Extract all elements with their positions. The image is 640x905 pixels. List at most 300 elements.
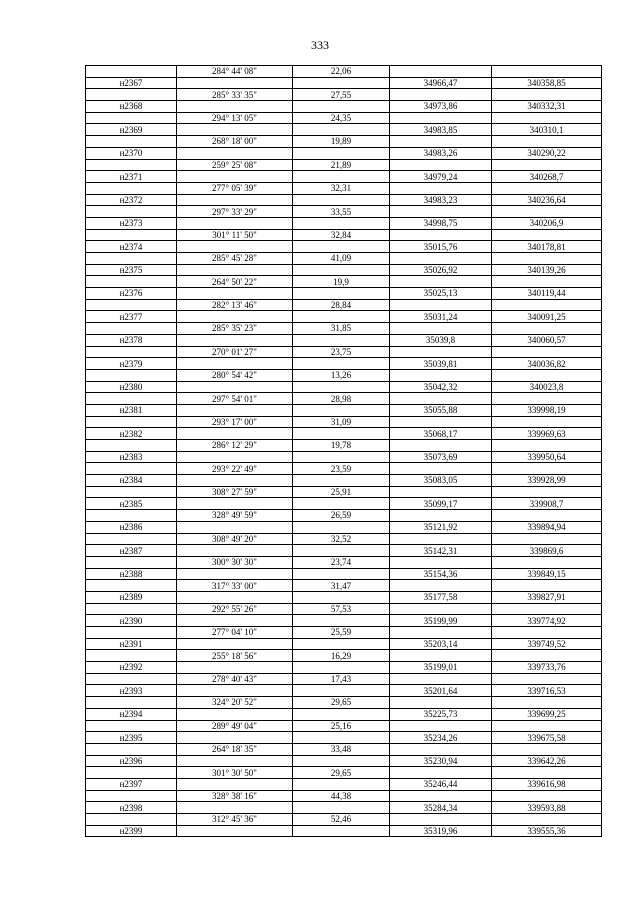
empty-cell	[86, 182, 177, 194]
empty-cell	[177, 708, 293, 720]
empty-cell	[492, 159, 602, 171]
empty-cell	[177, 545, 293, 557]
direction-angle-cell: 301° 30' 50"	[177, 767, 293, 779]
point-row	[86, 404, 602, 416]
edge-row	[86, 486, 602, 498]
empty-cell	[492, 463, 602, 475]
length-cell: 22,06	[293, 66, 390, 78]
length-cell: 31,09	[293, 416, 390, 428]
edge-row	[86, 603, 602, 615]
x-coordinate-cell: 34983,85	[390, 124, 492, 136]
point-id-cell: н2395	[86, 732, 177, 744]
empty-cell	[390, 697, 492, 709]
y-coordinate-cell: 339716,53	[492, 685, 602, 697]
edge-row	[86, 650, 602, 662]
direction-angle-cell: 328° 38' 16"	[177, 790, 293, 802]
x-coordinate-cell: 34983,26	[390, 147, 492, 159]
empty-cell	[390, 814, 492, 826]
length-cell: 24,35	[293, 112, 390, 124]
length-cell: 13,26	[293, 369, 390, 381]
point-row	[86, 171, 602, 183]
empty-cell	[390, 346, 492, 358]
edge-row	[86, 556, 602, 568]
direction-angle-cell: 293° 17' 00"	[177, 416, 293, 428]
direction-angle-cell: 284° 44' 08"	[177, 66, 293, 78]
length-cell: 41,09	[293, 253, 390, 265]
empty-cell	[293, 311, 390, 323]
empty-cell	[492, 369, 602, 381]
empty-cell	[293, 77, 390, 89]
point-id-cell: н2380	[86, 381, 177, 393]
direction-angle-cell: 317° 33' 00"	[177, 580, 293, 592]
coordinates-table	[85, 65, 602, 837]
x-coordinate-cell: 35055,88	[390, 404, 492, 416]
x-coordinate-cell: 35199,99	[390, 615, 492, 627]
point-row	[86, 77, 602, 89]
direction-angle-cell: 285° 45' 28"	[177, 253, 293, 265]
length-cell: 21,89	[293, 159, 390, 171]
point-row	[86, 451, 602, 463]
empty-cell	[293, 404, 390, 416]
empty-cell	[492, 673, 602, 685]
edge-row	[86, 673, 602, 685]
direction-angle-cell: 259° 25' 08"	[177, 159, 293, 171]
empty-cell	[177, 147, 293, 159]
empty-cell	[293, 147, 390, 159]
empty-cell	[86, 743, 177, 755]
empty-cell	[390, 510, 492, 522]
edge-row	[86, 416, 602, 428]
empty-cell	[86, 486, 177, 498]
empty-cell	[390, 182, 492, 194]
length-cell: 29,65	[293, 767, 390, 779]
point-id-cell: н2385	[86, 498, 177, 510]
empty-cell	[293, 662, 390, 674]
point-row	[86, 288, 602, 300]
point-id-cell: н2396	[86, 755, 177, 767]
x-coordinate-cell: 35042,32	[390, 381, 492, 393]
point-row	[86, 778, 602, 790]
point-id-cell: н2390	[86, 615, 177, 627]
empty-cell	[293, 638, 390, 650]
x-coordinate-cell: 35121,92	[390, 521, 492, 533]
empty-cell	[390, 89, 492, 101]
empty-cell	[293, 591, 390, 603]
empty-cell	[177, 451, 293, 463]
length-cell: 16,29	[293, 650, 390, 662]
length-cell: 52,46	[293, 814, 390, 826]
direction-angle-cell: 312° 45' 36"	[177, 814, 293, 826]
empty-cell	[293, 217, 390, 229]
edge-row	[86, 182, 602, 194]
point-id-cell: н2387	[86, 545, 177, 557]
empty-cell	[177, 778, 293, 790]
x-coordinate-cell: 35099,17	[390, 498, 492, 510]
edge-row	[86, 463, 602, 475]
direction-angle-cell: 308° 27' 59"	[177, 486, 293, 498]
empty-cell	[492, 556, 602, 568]
empty-cell	[293, 428, 390, 440]
point-id-cell: н2370	[86, 147, 177, 159]
empty-cell	[390, 229, 492, 241]
length-cell: 23,59	[293, 463, 390, 475]
x-coordinate-cell: 34966,47	[390, 77, 492, 89]
empty-cell	[177, 475, 293, 487]
edge-row	[86, 814, 602, 826]
x-coordinate-cell: 35068,17	[390, 428, 492, 440]
empty-cell	[86, 253, 177, 265]
empty-cell	[177, 194, 293, 206]
empty-cell	[492, 486, 602, 498]
x-coordinate-cell: 35031,24	[390, 311, 492, 323]
empty-cell	[177, 358, 293, 370]
y-coordinate-cell: 339827,91	[492, 591, 602, 603]
empty-cell	[293, 451, 390, 463]
empty-cell	[177, 288, 293, 300]
empty-cell	[86, 299, 177, 311]
x-coordinate-cell: 35234,26	[390, 732, 492, 744]
empty-cell	[492, 580, 602, 592]
empty-cell	[177, 381, 293, 393]
y-coordinate-cell: 340060,57	[492, 334, 602, 346]
x-coordinate-cell: 35025,13	[390, 288, 492, 300]
empty-cell	[86, 159, 177, 171]
point-id-cell: н2399	[86, 825, 177, 837]
y-coordinate-cell: 339774,92	[492, 615, 602, 627]
direction-angle-cell: 301° 11' 50"	[177, 229, 293, 241]
edge-row	[86, 697, 602, 709]
empty-cell	[293, 615, 390, 627]
empty-cell	[86, 89, 177, 101]
y-coordinate-cell: 339616,98	[492, 778, 602, 790]
empty-cell	[177, 217, 293, 229]
empty-cell	[492, 603, 602, 615]
length-cell: 28,84	[293, 299, 390, 311]
point-row	[86, 498, 602, 510]
empty-cell	[390, 369, 492, 381]
y-coordinate-cell: 340206,9	[492, 217, 602, 229]
x-coordinate-cell: 35142,31	[390, 545, 492, 557]
empty-cell	[293, 264, 390, 276]
empty-cell	[492, 206, 602, 218]
empty-cell	[293, 545, 390, 557]
empty-cell	[390, 66, 492, 78]
empty-cell	[177, 615, 293, 627]
empty-cell	[177, 101, 293, 113]
empty-cell	[492, 66, 602, 78]
empty-cell	[177, 685, 293, 697]
empty-cell	[390, 790, 492, 802]
empty-cell	[177, 334, 293, 346]
empty-cell	[86, 112, 177, 124]
length-cell: 19,89	[293, 136, 390, 148]
x-coordinate-cell: 35203,14	[390, 638, 492, 650]
empty-cell	[177, 638, 293, 650]
point-id-cell: н2374	[86, 241, 177, 253]
empty-cell	[390, 533, 492, 545]
x-coordinate-cell: 34979,24	[390, 171, 492, 183]
length-cell: 29,65	[293, 697, 390, 709]
x-coordinate-cell: 35154,36	[390, 568, 492, 580]
edge-row	[86, 510, 602, 522]
point-row	[86, 802, 602, 814]
y-coordinate-cell: 340178,81	[492, 241, 602, 253]
empty-cell	[390, 299, 492, 311]
empty-cell	[492, 136, 602, 148]
edge-row	[86, 66, 602, 78]
empty-cell	[492, 276, 602, 288]
empty-cell	[177, 241, 293, 253]
x-coordinate-cell: 35230,94	[390, 755, 492, 767]
edge-row	[86, 743, 602, 755]
y-coordinate-cell: 339908,7	[492, 498, 602, 510]
x-coordinate-cell: 35199,01	[390, 662, 492, 674]
x-coordinate-cell: 35225,73	[390, 708, 492, 720]
empty-cell	[293, 802, 390, 814]
direction-angle-cell: 324° 20' 52"	[177, 697, 293, 709]
empty-cell	[177, 428, 293, 440]
empty-cell	[293, 124, 390, 136]
direction-angle-cell: 264° 50' 22"	[177, 276, 293, 288]
empty-cell	[390, 603, 492, 615]
edge-row	[86, 206, 602, 218]
direction-angle-cell: 285° 35' 23"	[177, 323, 293, 335]
y-coordinate-cell: 339555,36	[492, 825, 602, 837]
empty-cell	[177, 124, 293, 136]
direction-angle-cell: 255° 18' 56"	[177, 650, 293, 662]
point-id-cell: н2378	[86, 334, 177, 346]
empty-cell	[492, 790, 602, 802]
empty-cell	[390, 136, 492, 148]
empty-cell	[86, 580, 177, 592]
empty-cell	[390, 486, 492, 498]
y-coordinate-cell: 339675,58	[492, 732, 602, 744]
x-coordinate-cell: 34983,23	[390, 194, 492, 206]
y-coordinate-cell: 340290,22	[492, 147, 602, 159]
direction-angle-cell: 280° 54' 42"	[177, 369, 293, 381]
length-cell: 27,55	[293, 89, 390, 101]
x-coordinate-cell: 35201,64	[390, 685, 492, 697]
point-id-cell: н2373	[86, 217, 177, 229]
y-coordinate-cell: 339849,15	[492, 568, 602, 580]
point-id-cell: н2383	[86, 451, 177, 463]
empty-cell	[86, 440, 177, 452]
edge-row	[86, 767, 602, 779]
x-coordinate-cell: 35073,69	[390, 451, 492, 463]
length-cell: 17,43	[293, 673, 390, 685]
point-row	[86, 264, 602, 276]
empty-cell	[492, 393, 602, 405]
y-coordinate-cell: 339928,99	[492, 475, 602, 487]
y-coordinate-cell: 339998,19	[492, 404, 602, 416]
length-cell: 23,75	[293, 346, 390, 358]
empty-cell	[293, 381, 390, 393]
empty-cell	[293, 521, 390, 533]
empty-cell	[293, 778, 390, 790]
empty-cell	[293, 194, 390, 206]
empty-cell	[86, 790, 177, 802]
y-coordinate-cell: 340310,1	[492, 124, 602, 136]
point-row	[86, 521, 602, 533]
empty-cell	[492, 533, 602, 545]
point-id-cell: н2389	[86, 591, 177, 603]
point-row	[86, 475, 602, 487]
empty-cell	[86, 66, 177, 78]
empty-cell	[86, 697, 177, 709]
empty-cell	[86, 556, 177, 568]
empty-cell	[86, 393, 177, 405]
empty-cell	[293, 568, 390, 580]
point-row	[86, 591, 602, 603]
empty-cell	[177, 802, 293, 814]
direction-angle-cell: 277° 05' 39"	[177, 182, 293, 194]
empty-cell	[390, 112, 492, 124]
empty-cell	[86, 627, 177, 639]
edge-row	[86, 440, 602, 452]
point-row	[86, 685, 602, 697]
length-cell: 32,84	[293, 229, 390, 241]
empty-cell	[390, 440, 492, 452]
point-row	[86, 311, 602, 323]
y-coordinate-cell: 339699,25	[492, 708, 602, 720]
empty-cell	[390, 463, 492, 475]
y-coordinate-cell: 340358,85	[492, 77, 602, 89]
empty-cell	[177, 77, 293, 89]
point-row	[86, 825, 602, 837]
point-row	[86, 147, 602, 159]
empty-cell	[86, 814, 177, 826]
empty-cell	[390, 580, 492, 592]
x-coordinate-cell: 35039,81	[390, 358, 492, 370]
empty-cell	[390, 159, 492, 171]
point-row	[86, 732, 602, 744]
point-id-cell: н2386	[86, 521, 177, 533]
point-id-cell: н2368	[86, 101, 177, 113]
point-id-cell: н2367	[86, 77, 177, 89]
empty-cell	[86, 673, 177, 685]
point-id-cell: н2398	[86, 802, 177, 814]
point-row	[86, 428, 602, 440]
empty-cell	[390, 416, 492, 428]
x-coordinate-cell: 34998,75	[390, 217, 492, 229]
empty-cell	[177, 498, 293, 510]
empty-cell	[492, 416, 602, 428]
edge-row	[86, 627, 602, 639]
point-row	[86, 124, 602, 136]
y-coordinate-cell: 339950,64	[492, 451, 602, 463]
point-row	[86, 638, 602, 650]
point-row	[86, 358, 602, 370]
edge-row	[86, 346, 602, 358]
y-coordinate-cell: 339969,63	[492, 428, 602, 440]
empty-cell	[293, 732, 390, 744]
x-coordinate-cell: 35039,8	[390, 334, 492, 346]
empty-cell	[86, 136, 177, 148]
empty-cell	[177, 404, 293, 416]
empty-cell	[293, 241, 390, 253]
y-coordinate-cell: 340332,31	[492, 101, 602, 113]
empty-cell	[390, 393, 492, 405]
direction-angle-cell: 270° 01' 27"	[177, 346, 293, 358]
y-coordinate-cell: 339894,94	[492, 521, 602, 533]
empty-cell	[293, 358, 390, 370]
length-cell: 44,38	[293, 790, 390, 802]
page-number: 333	[311, 38, 329, 52]
point-row	[86, 194, 602, 206]
edge-row	[86, 790, 602, 802]
y-coordinate-cell: 340268,7	[492, 171, 602, 183]
edge-row	[86, 393, 602, 405]
empty-cell	[86, 276, 177, 288]
point-row	[86, 755, 602, 767]
point-row	[86, 662, 602, 674]
empty-cell	[492, 650, 602, 662]
empty-cell	[492, 720, 602, 732]
x-coordinate-cell: 35319,96	[390, 825, 492, 837]
empty-cell	[177, 755, 293, 767]
empty-cell	[293, 685, 390, 697]
length-cell: 19,9	[293, 276, 390, 288]
y-coordinate-cell: 339749,52	[492, 638, 602, 650]
y-coordinate-cell: 340036,82	[492, 358, 602, 370]
x-coordinate-cell: 35246,44	[390, 778, 492, 790]
length-cell: 57,53	[293, 603, 390, 615]
edge-row	[86, 136, 602, 148]
edge-row	[86, 159, 602, 171]
empty-cell	[390, 767, 492, 779]
empty-cell	[177, 521, 293, 533]
point-id-cell: н2377	[86, 311, 177, 323]
length-cell: 33,55	[293, 206, 390, 218]
edge-row	[86, 323, 602, 335]
length-cell: 25,91	[293, 486, 390, 498]
empty-cell	[86, 369, 177, 381]
empty-cell	[86, 206, 177, 218]
direction-angle-cell: 297° 54' 01"	[177, 393, 293, 405]
point-id-cell: н2369	[86, 124, 177, 136]
length-cell: 25,16	[293, 720, 390, 732]
empty-cell	[492, 510, 602, 522]
empty-cell	[390, 323, 492, 335]
x-coordinate-cell: 35284,34	[390, 802, 492, 814]
empty-cell	[293, 498, 390, 510]
empty-cell	[492, 253, 602, 265]
empty-cell	[177, 311, 293, 323]
edge-row	[86, 533, 602, 545]
x-coordinate-cell: 35083,05	[390, 475, 492, 487]
empty-cell	[492, 767, 602, 779]
empty-cell	[293, 708, 390, 720]
point-id-cell: н2376	[86, 288, 177, 300]
empty-cell	[492, 229, 602, 241]
empty-cell	[390, 743, 492, 755]
direction-angle-cell: 297° 33' 29"	[177, 206, 293, 218]
direction-angle-cell: 300° 30' 30"	[177, 556, 293, 568]
empty-cell	[492, 743, 602, 755]
point-id-cell: н2388	[86, 568, 177, 580]
length-cell: 23,74	[293, 556, 390, 568]
point-id-cell: н2392	[86, 662, 177, 674]
empty-cell	[492, 697, 602, 709]
empty-cell	[86, 533, 177, 545]
point-id-cell: н2372	[86, 194, 177, 206]
point-row	[86, 545, 602, 557]
direction-angle-cell: 289° 49' 04"	[177, 720, 293, 732]
empty-cell	[492, 346, 602, 358]
length-cell: 26,59	[293, 510, 390, 522]
length-cell: 31,85	[293, 323, 390, 335]
direction-angle-cell: 277° 04' 10"	[177, 627, 293, 639]
